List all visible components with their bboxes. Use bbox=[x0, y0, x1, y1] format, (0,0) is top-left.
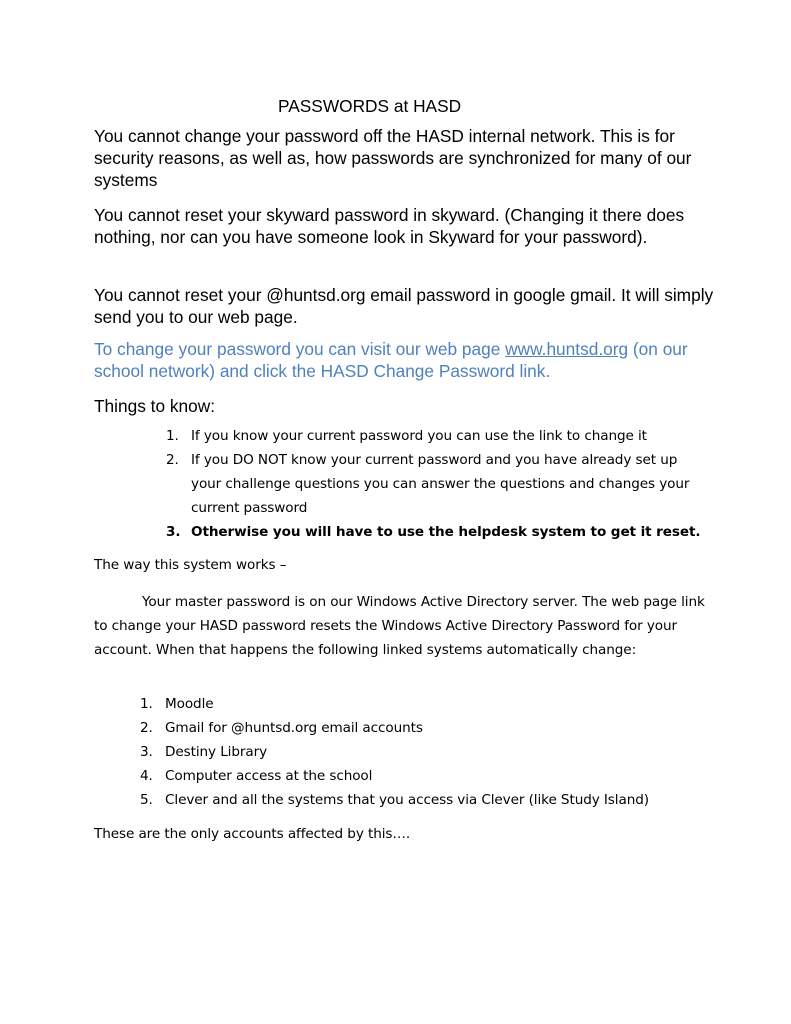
list-item-text: Otherwise you will have to use the helpdesk system to get it reset. bbox=[191, 524, 701, 540]
list-item bbox=[140, 692, 740, 716]
change-password-intro: To change your password you can visit our web page bbox=[94, 339, 506, 359]
change-password-instructions: (on our school network) and click the HASD Change Password link. bbox=[94, 339, 688, 381]
list-item-number: 5. bbox=[140, 792, 153, 808]
list-item-number: 4. bbox=[140, 768, 153, 784]
list-item bbox=[140, 740, 740, 764]
list-item bbox=[166, 424, 706, 448]
list-item-number: 1. bbox=[140, 696, 153, 712]
page-title: PASSWORDS at HASD bbox=[278, 96, 462, 116]
list-item bbox=[140, 764, 740, 788]
list-item-text: Gmail for @huntsd.org email accounts bbox=[165, 720, 423, 736]
network-restriction-paragraph: You cannot change your password off the HASD internal network. This is for security reasons, as well as, how passwords are synchronized for many of our systems bbox=[94, 126, 692, 190]
list-item-text: If you DO NOT know your current password and you have already set up your challenge questions you can answer the questions and changes your current password bbox=[191, 452, 690, 516]
things-to-know-list bbox=[166, 424, 706, 544]
list-item-number: 1. bbox=[166, 428, 179, 444]
system-works-body: Your master password is on our Windows Active Directory server. The web page link to change your HASD password resets the Windows Active Directory Password for your account. When that happens the following linked systems automatically change: bbox=[94, 594, 705, 658]
skyward-paragraph: You cannot reset your skyward password in skyward. (Changing it there does nothing, nor can you have someone look in Skyward for your password). bbox=[94, 205, 685, 247]
list-item bbox=[140, 716, 740, 740]
gmail-paragraph: You cannot reset your @huntsd.org email password in google gmail. It will simply send you to our web page. bbox=[94, 285, 714, 327]
list-item bbox=[166, 448, 706, 520]
list-item-text: Destiny Library bbox=[165, 744, 268, 760]
list-item bbox=[140, 788, 740, 812]
list-item-text: Moodle bbox=[165, 696, 214, 712]
list-item-number: 3. bbox=[140, 744, 153, 760]
change-password-paragraph bbox=[94, 338, 734, 382]
list-item-text: Computer access at the school bbox=[165, 768, 373, 784]
list-item bbox=[166, 520, 706, 544]
system-works-heading: The way this system works – bbox=[94, 557, 287, 573]
list-item-text: Clever and all the systems that you access via Clever (like Study Island) bbox=[165, 792, 649, 808]
list-item-number: 3. bbox=[166, 524, 181, 540]
website-link[interactable]: www.huntsd.org bbox=[505, 339, 629, 359]
closing-note: These are the only accounts affected by this…. bbox=[94, 826, 411, 842]
list-item-text: If you know your current password you can use the link to change it bbox=[191, 428, 647, 444]
things-to-know-heading: Things to know: bbox=[94, 396, 216, 416]
list-item-number: 2. bbox=[140, 720, 153, 736]
linked-systems-list bbox=[140, 692, 740, 812]
list-item-number: 2. bbox=[166, 452, 179, 468]
